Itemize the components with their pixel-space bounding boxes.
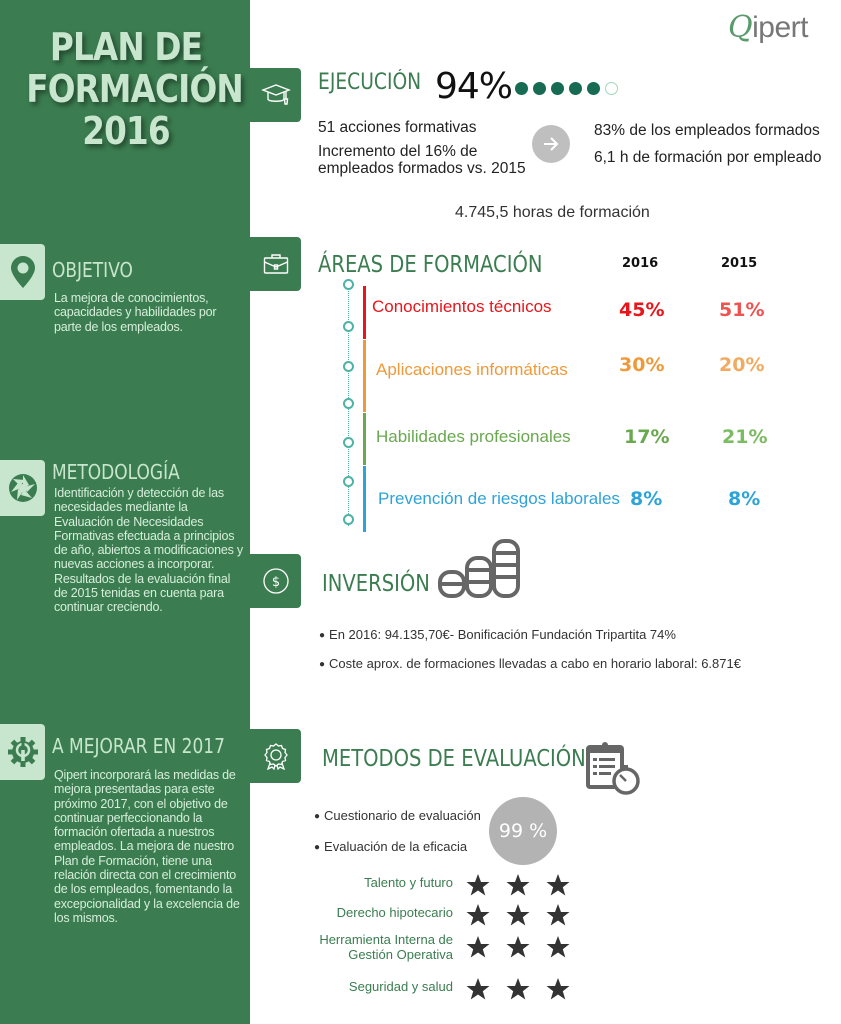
incremento-line-2: empleados formados vs. 2015 [318, 160, 526, 177]
col-2016: 2016 [622, 256, 659, 271]
area-2015-4: 8% [728, 488, 761, 510]
ejecucion-header [318, 70, 439, 99]
logo-text: ipert [752, 11, 808, 44]
areas-heading-wrap [318, 252, 582, 278]
progress-dot-filled [515, 82, 528, 95]
progress-dot-filled [569, 82, 582, 95]
timeline-dot [343, 321, 354, 332]
progress-dot-filled [533, 82, 546, 95]
evaluacion-bullet-2: ● Evaluación de la eficacia [314, 839, 467, 854]
timeline-dot [343, 398, 354, 409]
area-2016-2: 30% [619, 354, 665, 376]
mejorar-text: Qipert incorporará las medidas de mejora presentadas para este próximo 2017, con el objetivo de continuar perfeccionando la formación ofertada a nuestros empleados. La mejora de nuestro Plan de Formación, tiene una relación directa con el crecimiento de los empleados, fomentando la excepcionalidad y la excelencia de los mismos. [54, 768, 240, 925]
area-label-4: Prevención de riesgos laborales [378, 489, 620, 508]
star-icon [546, 977, 570, 1001]
rating-label [319, 932, 453, 962]
sidebar [0, 0, 250, 1024]
rating-label [337, 905, 453, 920]
col-2015: 2015 [721, 256, 758, 271]
area-2016-3: 17% [624, 426, 670, 448]
acciones-formativas: 51 acciones formativas [318, 119, 477, 136]
gear-wrench-icon [0, 724, 45, 780]
area-2015-1: 51% [719, 299, 765, 321]
inversion-bullet-2: ● Coste aprox. de formaciones llevadas a cabo en horario laboral: 6.871€ [319, 656, 741, 671]
star-icon [506, 903, 530, 927]
award-rosette-icon [263, 742, 289, 770]
title-line-3: 2016 [82, 109, 170, 153]
rating-label [349, 979, 453, 994]
mejorar-heading: A MEJORAR EN 2017 [52, 734, 225, 758]
inversion-bullet-1: ● En 2016: 94.135,70€- Bonificación Fundación Tripartita 74% [319, 627, 676, 642]
star-icon [546, 935, 570, 959]
star-icon [506, 873, 530, 897]
coins-stack-icon [437, 538, 521, 600]
ejecucion-heading: EJECUCIÓN [318, 70, 422, 95]
qipert-logo [728, 10, 808, 45]
rating-label-line: Herramienta Interna de [319, 932, 453, 947]
objetivo-heading: OBJETIVO [52, 258, 133, 282]
rating-label-line: Talento y futuro [364, 875, 453, 890]
area-bar-4 [363, 466, 366, 532]
timeline-dot [343, 437, 354, 448]
evaluacion-heading: METODOS DE EVALUACIÓN [322, 746, 586, 772]
aperture-icon [0, 460, 45, 516]
arrow-right-icon [532, 125, 570, 163]
progress-dot-filled [551, 82, 564, 95]
objetivo-text: La mejora de conocimientos, capacidades y habilidades por parte de los empleados. [54, 291, 217, 334]
star-icon [506, 977, 530, 1001]
evaluacion-tab [250, 729, 301, 783]
star-icon [466, 977, 490, 1001]
briefcase-icon [263, 253, 289, 275]
star-icon [466, 935, 490, 959]
timeline-dot [343, 279, 354, 290]
logo-q: Q [728, 10, 753, 45]
incremento-text [318, 143, 526, 177]
progress-dot-filled [587, 82, 600, 95]
rating-stars [466, 903, 570, 927]
rating-stars [466, 873, 570, 897]
empleados-formados: 83% de los empleados formados [594, 122, 820, 139]
rating-stars [466, 935, 570, 959]
timeline-dot [343, 476, 354, 487]
horas-por-empleado: 6,1 h de formación por empleado [594, 149, 822, 166]
progress-dot-empty [605, 82, 618, 95]
area-2015-2: 20% [719, 354, 765, 376]
star-icon [466, 873, 490, 897]
clipboard-stopwatch-icon [583, 741, 641, 797]
ejecucion-percent: 94% [435, 66, 513, 107]
page-title [26, 25, 243, 153]
rating-label-line: Gestión Operativa [348, 947, 453, 962]
star-icon [466, 903, 490, 927]
timeline-dot [343, 361, 354, 372]
title-line-1: PLAN DE [49, 25, 203, 69]
map-pin-icon [0, 244, 45, 300]
dollar-icon [262, 567, 290, 595]
area-2015-3: 21% [722, 426, 768, 448]
eficacia-badge: 99 % [489, 797, 557, 865]
area-label-3: Habilidades profesionales [376, 427, 571, 446]
incremento-line-1: Incremento del 16% de [318, 143, 478, 160]
evaluacion-bullet-1: ● Cuestionario de evaluación [314, 808, 481, 823]
area-2016-4: 8% [630, 488, 663, 510]
ejecucion-dots [515, 82, 623, 95]
timeline-dot [343, 514, 354, 525]
total-horas: 4.745,5 horas de formación [455, 204, 650, 221]
rating-stars [466, 977, 570, 1001]
area-bar-1 [363, 286, 366, 339]
area-2016-1: 45% [619, 299, 665, 321]
metodologia-heading: METODOLOGÍA [52, 460, 180, 484]
areas-tab [250, 237, 301, 291]
star-icon [546, 873, 570, 897]
ejecucion-tab [250, 68, 301, 122]
area-bar-2 [363, 340, 366, 412]
rating-label [364, 875, 453, 890]
area-label-1: Conocimientos técnicos [372, 297, 552, 316]
svg-text:$: $ [271, 575, 280, 590]
title-line-2: FORMACIÓN [26, 67, 243, 111]
inversion-heading: INVERSIÓN [322, 571, 430, 597]
rating-label-line: Derecho hipotecario [336, 905, 453, 920]
area-label-2: Aplicaciones informáticas [376, 360, 568, 379]
areas-heading: ÁREAS DE FORMACIÓN [318, 252, 543, 278]
area-bar-3 [363, 413, 366, 465]
inversion-heading-wrap [322, 571, 449, 597]
rating-label-line: Seguridad y salud [348, 979, 453, 994]
graduation-cap-icon [261, 82, 291, 108]
star-icon [506, 935, 530, 959]
star-icon [546, 903, 570, 927]
inversion-tab [250, 554, 301, 608]
metodologia-text: Identificación y detección de las necesidades mediante la Evaluación de Necesidades Formativas efectuada a principios de año, abiertos a modificaciones y nuevas acciones a incorporar. Resultados de la evaluación final de 2015 tenidas en cuenta para continuar creciendo. [54, 486, 243, 615]
